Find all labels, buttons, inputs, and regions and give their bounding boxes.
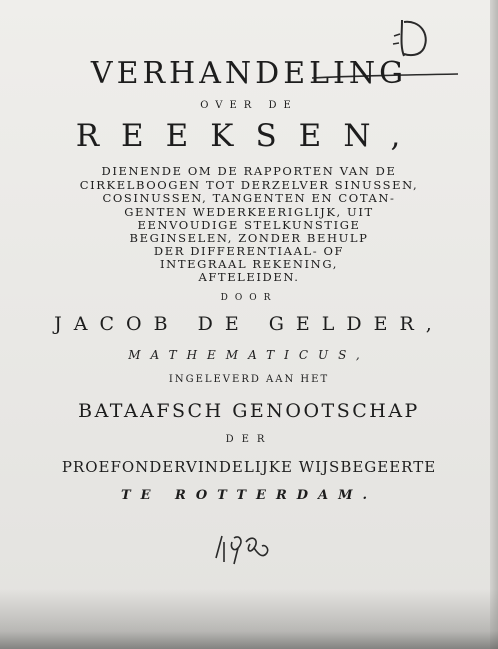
subtitle-line: INTEGRAAL REKENING, — [160, 257, 338, 271]
society-name: BATAAFSCH GENOOTSCHAP — [78, 400, 420, 422]
subtitle-line: BEGINSELEN, ZONDER BEHULP — [129, 231, 369, 245]
city-line: TE ROTTERDAM. — [120, 488, 378, 503]
over-de: OVER DE — [200, 100, 298, 111]
door-label: DOOR — [220, 293, 278, 303]
handwritten-number — [210, 528, 280, 566]
subtitle-line: DIENENDE OM DE RAPPORTEN VAN DE — [101, 164, 397, 178]
subtitle-line: GENTEN WEDERKEERIGLIJK, UIT — [124, 205, 374, 219]
paper-frayed-bottom — [0, 589, 498, 649]
handwritten-mark-icon — [388, 14, 436, 62]
society-full-name: PROEFONDERVINDELIJKE WIJSBEGEERTE — [61, 458, 437, 476]
subtitle-line: COSINUSSEN, TANGENTEN EN COTAN- — [102, 191, 396, 205]
subtitle-line: EENVOUDIGE STELKUNSTIGE — [137, 218, 361, 232]
subtitle-line: AFTELEIDEN. — [198, 270, 300, 284]
der-label: DER — [225, 434, 273, 445]
author-name: JACOB DE GELDER, — [54, 313, 444, 335]
submitted-label: INGELEVERD AAN HET — [168, 374, 330, 385]
subtitle-line: CIRKELBOOGEN TOT DERZELVER SINUSSEN, — [79, 178, 419, 192]
subject-heading: REEKSEN, — [75, 118, 423, 154]
title: VERHANDELING — [90, 56, 408, 91]
author-role: MATHEMATICUS, — [128, 348, 370, 362]
subtitle-line: DER DIFFERENTIAAL- OF — [153, 244, 345, 258]
